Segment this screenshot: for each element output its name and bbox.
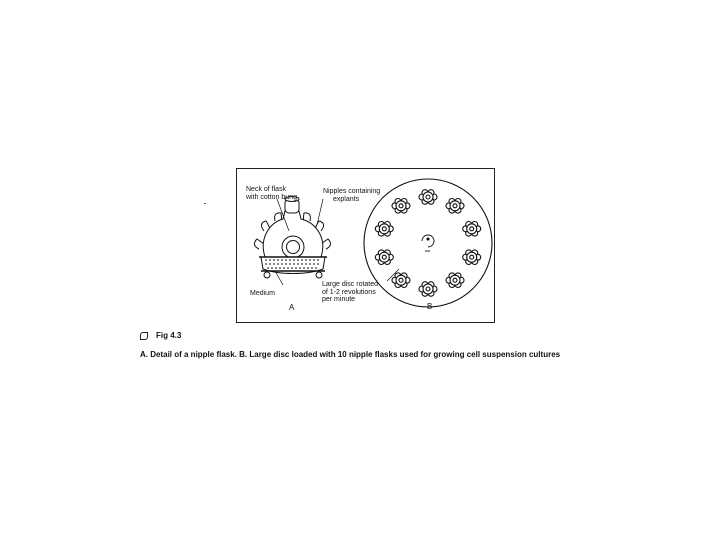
panel-label-b: B [427,302,433,311]
nipple-flask-small [392,273,410,288]
nipple-flask-small [446,273,464,288]
label-neck-of-flask: Neck of flask with cotton bung [246,186,297,201]
nipple-flask-small [463,222,481,237]
figure-number [140,331,181,340]
nipple-flask-small [419,282,437,297]
nipple-flask-small [419,190,437,205]
figure-caption: A. Detail of a nipple flask. B. Large disc loaded with 10 nipple flasks used for growing cell suspension cultures [140,350,561,359]
bullet-icon [140,332,148,340]
figure-number-text: Fig 4.3 [156,331,182,340]
nipple-flask-small [446,199,464,214]
nipple-flask-detail [254,197,330,286]
panel-label-a: A [289,303,295,312]
label-medium: Medium [250,290,275,297]
nipple-flask-small [463,250,481,265]
label-disc-rotation: Large disc rotated of 1-2 revolutions per minute [322,281,379,303]
rotating-disc [364,179,492,307]
stray-mark [204,203,206,204]
nipple-flask-small [375,250,393,265]
nipple-flask-small [392,199,410,214]
nipple-flask-small [375,222,393,237]
figure-panel [236,168,495,323]
label-nipples: Nipples containing explants [323,188,381,203]
